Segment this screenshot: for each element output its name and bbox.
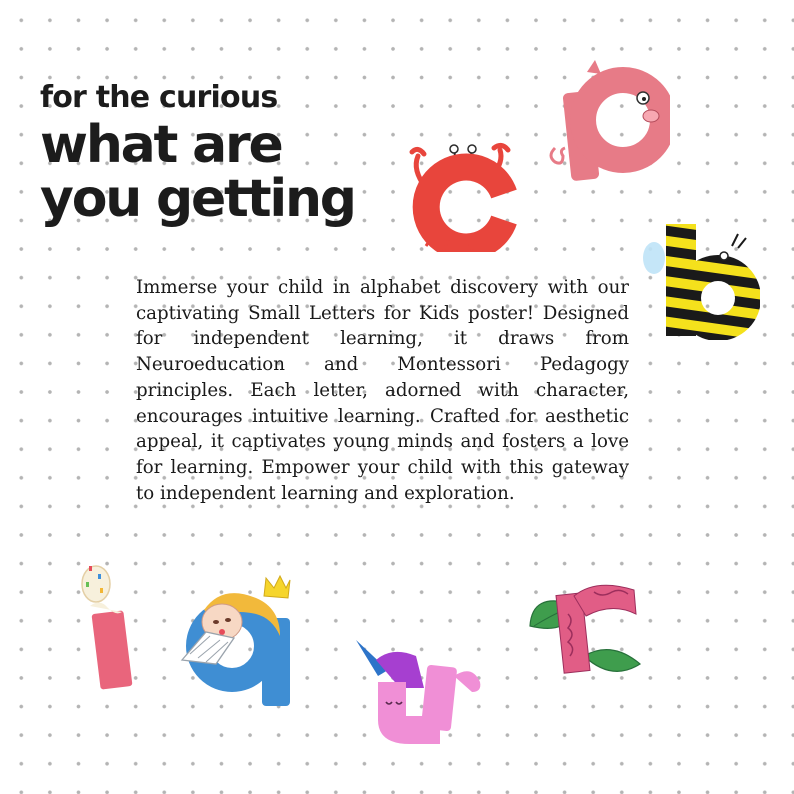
heading-block: [40, 78, 355, 229]
letter-r-raspberry-illustration: [522, 574, 648, 680]
product-description: Immerse your child in alphabet discovery with our captivating Small Letters for Kids poster! Designed for independent learning, it draws from Neuroeducation and Montessori Pedagogy principles. Each letter, adorned with character, encourages intuitive learning. Crafted for aesthetic appeal, it captivates young minds and fosters a love for learning. Empower your child with this gateway to independent learning and exploration.: [136, 277, 629, 504]
letter-u-unicorn-illustration: [354, 636, 494, 754]
page-title-line-2: you getting: [40, 169, 355, 229]
letter-c-crab-illustration: [408, 140, 520, 252]
page-title-line-1: what are: [40, 115, 282, 175]
letter-q-queen-illustration: [176, 574, 296, 710]
letter-b-bee-illustration: [640, 222, 760, 340]
letter-i-ice-cream-illustration: [76, 560, 140, 692]
subtitle: for the curious: [40, 80, 278, 115]
letter-p-pig-illustration: [545, 58, 670, 186]
